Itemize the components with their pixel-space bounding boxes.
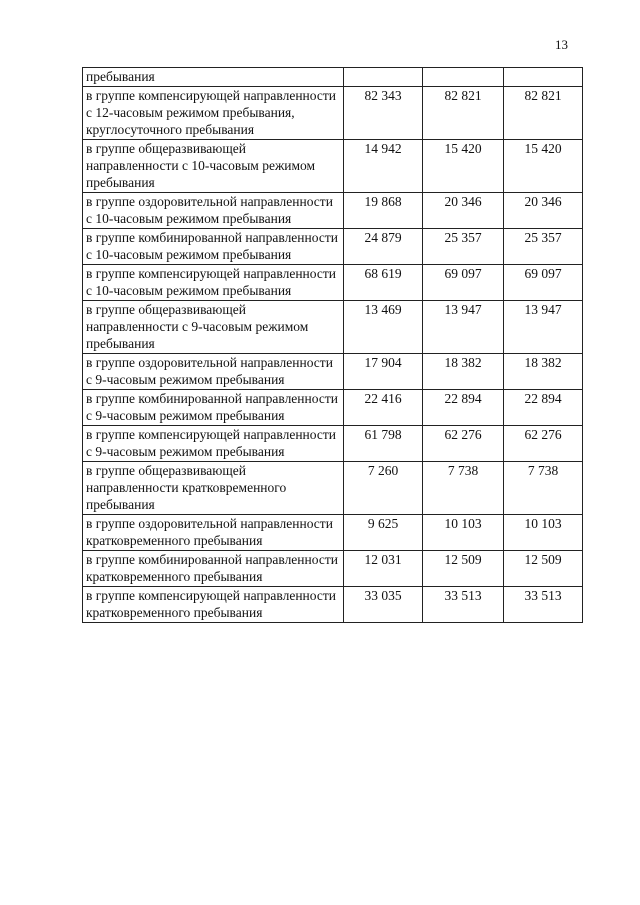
row-value-3: 13 947 (504, 301, 583, 354)
row-value-3: 82 821 (504, 87, 583, 140)
page-number: 13 (555, 37, 568, 52)
row-value-2: 15 420 (423, 140, 504, 193)
row-value-2: 69 097 (423, 265, 504, 301)
row-value-2: 22 894 (423, 390, 504, 426)
table-row (83, 426, 583, 462)
row-label: в группе компенсирующей направленности с 10-часовым режимом пребывания (83, 265, 344, 301)
table-row (83, 354, 583, 390)
row-value-2: 82 821 (423, 87, 504, 140)
row-value-3: 25 357 (504, 229, 583, 265)
row-value-1: 24 879 (344, 229, 423, 265)
row-value-3: 20 346 (504, 193, 583, 229)
row-value-2: 10 103 (423, 515, 504, 551)
row-value-1: 22 416 (344, 390, 423, 426)
row-value-2: 18 382 (423, 354, 504, 390)
row-label: в группе общеразвивающей направленности с 10-часовым режимом пребывания (83, 140, 344, 193)
row-label: в группе компенсирующей направленности с 12-часовым режимом пребывания, круглосуточного пребывания (83, 87, 344, 140)
row-value-1: 82 343 (344, 87, 423, 140)
row-label: в группе общеразвивающей направленности с 9-часовым режимом пребывания (83, 301, 344, 354)
row-value-2: 20 346 (423, 193, 504, 229)
row-value-3: 18 382 (504, 354, 583, 390)
row-value-1: 13 469 (344, 301, 423, 354)
table-row (83, 462, 583, 515)
row-value-3: 22 894 (504, 390, 583, 426)
row-value-2: 62 276 (423, 426, 504, 462)
row-value-3 (504, 68, 583, 87)
row-value-3: 69 097 (504, 265, 583, 301)
row-value-1: 33 035 (344, 587, 423, 623)
row-label: в группе компенсирующей направленности с 9-часовым режимом пребывания (83, 426, 344, 462)
row-value-2: 13 947 (423, 301, 504, 354)
row-value-1: 9 625 (344, 515, 423, 551)
row-value-2 (423, 68, 504, 87)
row-label: в группе общеразвивающей направленности кратковременного пребывания (83, 462, 344, 515)
row-value-1: 14 942 (344, 140, 423, 193)
table-row (83, 587, 583, 623)
table-row (83, 390, 583, 426)
table-row (83, 265, 583, 301)
row-label: в группе комбинированной направленности с 10-часовым режимом пребывания (83, 229, 344, 265)
row-value-3: 7 738 (504, 462, 583, 515)
row-value-1: 61 798 (344, 426, 423, 462)
table-row (83, 301, 583, 354)
table-row (83, 68, 583, 87)
row-value-3: 12 509 (504, 551, 583, 587)
row-value-1: 17 904 (344, 354, 423, 390)
row-value-1: 7 260 (344, 462, 423, 515)
row-label: в группе комбинированной направленности кратковременного пребывания (83, 551, 344, 587)
row-value-2: 12 509 (423, 551, 504, 587)
table-body (83, 68, 583, 623)
row-value-3: 62 276 (504, 426, 583, 462)
row-label: в группе оздоровительной направленности кратковременного пребывания (83, 515, 344, 551)
row-value-3: 10 103 (504, 515, 583, 551)
row-value-1 (344, 68, 423, 87)
table-row (83, 551, 583, 587)
table-row (83, 515, 583, 551)
row-value-1: 19 868 (344, 193, 423, 229)
row-label: в группе оздоровительной направленности с 9-часовым режимом пребывания (83, 354, 344, 390)
row-value-1: 12 031 (344, 551, 423, 587)
row-value-2: 33 513 (423, 587, 504, 623)
row-label: в группе комбинированной направленности с 9-часовым режимом пребывания (83, 390, 344, 426)
row-value-3: 15 420 (504, 140, 583, 193)
table-row (83, 229, 583, 265)
row-value-2: 25 357 (423, 229, 504, 265)
row-value-2: 7 738 (423, 462, 504, 515)
tariff-table (82, 67, 583, 623)
row-value-3: 33 513 (504, 587, 583, 623)
table-row (83, 193, 583, 229)
table-row (83, 87, 583, 140)
table-row (83, 140, 583, 193)
row-label: пребывания (83, 68, 344, 87)
row-label: в группе оздоровительной направленности с 10-часовым режимом пребывания (83, 193, 344, 229)
row-label: в группе компенсирующей направленности кратковременного пребывания (83, 587, 344, 623)
row-value-1: 68 619 (344, 265, 423, 301)
